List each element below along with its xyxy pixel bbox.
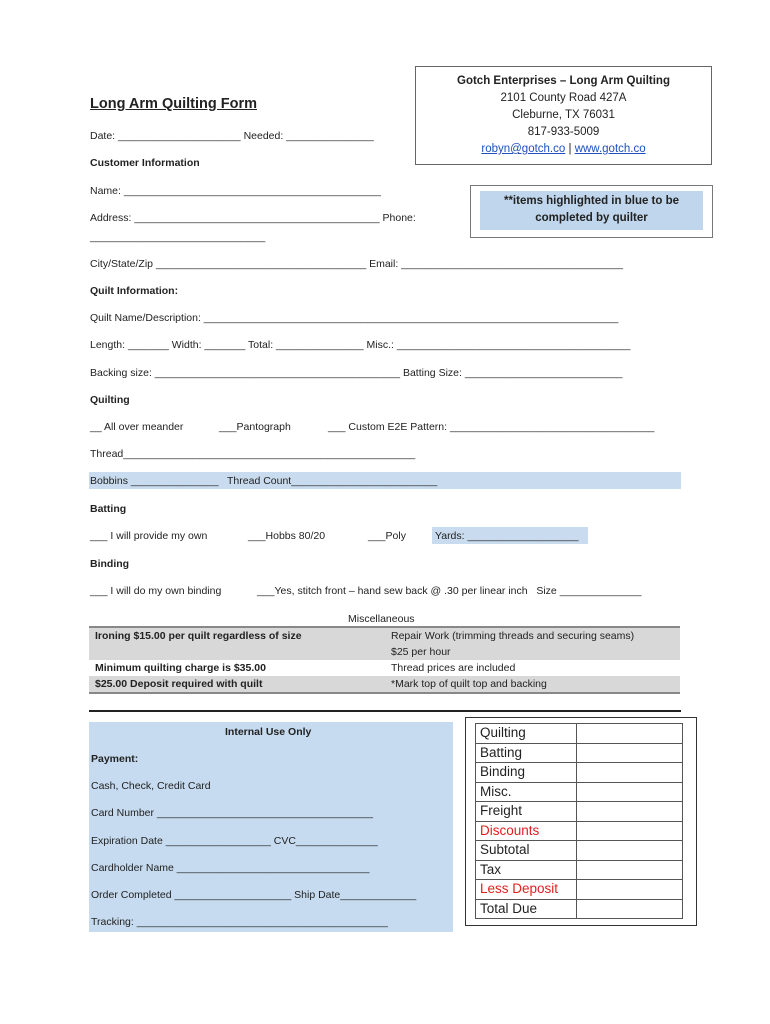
totals-label: Tax	[476, 860, 577, 880]
table-row	[89, 676, 680, 693]
form-title: Long Arm Quilting Form	[90, 96, 257, 112]
quilting-option-pantograph[interactable]: ___Pantograph	[219, 421, 291, 433]
name-field[interactable]: Name: ____________________________________________	[90, 185, 381, 197]
thread-field[interactable]: Thread__________________________________________________	[90, 448, 416, 460]
totals-value-cell[interactable]	[577, 782, 683, 802]
misc-cell: *Mark top of quilt top and backing	[385, 676, 680, 693]
table-row	[89, 627, 680, 644]
binding-heading: Binding	[90, 558, 130, 570]
batting-option-own[interactable]: ___ I will provide my own	[90, 530, 208, 542]
totals-row	[476, 841, 683, 861]
totals-value-cell[interactable]	[577, 724, 683, 744]
backing-batting-size-field[interactable]: Backing size: __________________________________________ Batting Size: ___________________________	[90, 367, 623, 379]
quilt-name-field[interactable]: Quilt Name/Description: _______________________________________________________________________	[90, 312, 619, 324]
internal-use-heading: Internal Use Only	[225, 726, 312, 738]
quilting-option-meander[interactable]: __ All over meander	[90, 421, 184, 433]
totals-label: Less Deposit	[476, 880, 577, 900]
totals-row	[476, 782, 683, 802]
company-phone: 817-933-5009	[527, 126, 600, 138]
bobbins-thread-count-field[interactable]: Bobbins _______________ Thread Count_________________________	[90, 475, 438, 487]
totals-value-cell[interactable]	[577, 860, 683, 880]
totals-row	[476, 821, 683, 841]
quilter-note: **items highlighted in blue to be completed by quilter	[480, 191, 703, 230]
address-phone-field[interactable]: Address: __________________________________________ Phone:	[90, 212, 416, 224]
totals-value-cell[interactable]	[577, 821, 683, 841]
card-number-field[interactable]: Card Number _____________________________________	[91, 807, 374, 819]
email-link[interactable]: robyn@gotch.co	[481, 143, 566, 155]
totals-value-cell[interactable]	[577, 743, 683, 763]
company-address-line2: Cleburne, TX 76031	[512, 109, 615, 121]
totals-label: Binding	[476, 763, 577, 783]
company-address-line1: 2101 County Road 427A	[500, 92, 627, 104]
table-row	[89, 660, 680, 676]
totals-row	[476, 763, 683, 783]
misc-cell: Minimum quilting charge is $35.00	[95, 662, 266, 674]
misc-table	[89, 626, 680, 694]
totals-row	[476, 724, 683, 744]
customer-info-heading: Customer Information	[90, 157, 200, 169]
company-name: Gotch Enterprises – Long Arm Quilting	[457, 75, 670, 87]
totals-box	[465, 717, 697, 926]
binding-option-own[interactable]: ___ I will do my own binding	[90, 585, 222, 597]
totals-row	[476, 860, 683, 880]
binding-option-stitch[interactable]: ___Yes, stitch front – hand sew back @ .30 per linear inch Size ______________	[257, 585, 642, 597]
totals-value-cell[interactable]	[577, 802, 683, 822]
section-divider	[89, 710, 681, 712]
totals-row	[476, 743, 683, 763]
misc-cell: $25.00 Deposit required with quilt	[89, 676, 385, 693]
totals-label: Subtotal	[476, 841, 577, 861]
totals-label: Total Due	[476, 899, 577, 919]
totals-row	[476, 880, 683, 900]
totals-label: Discounts	[476, 821, 577, 841]
cardholder-name-field[interactable]: Cardholder Name _________________________________	[91, 862, 370, 874]
internal-use-panel	[89, 722, 453, 932]
link-separator: |	[568, 143, 572, 155]
totals-value-cell[interactable]	[577, 841, 683, 861]
expiration-cvc-field[interactable]: Expiration Date __________________ CVC______________	[91, 835, 378, 847]
totals-label: Freight	[476, 802, 577, 822]
batting-option-poly[interactable]: ___Poly	[368, 530, 406, 542]
totals-row	[476, 802, 683, 822]
totals-table	[475, 723, 683, 919]
quilter-note-box	[470, 185, 713, 238]
website-link[interactable]: www.gotch.co	[574, 143, 646, 155]
totals-label: Quilting	[476, 724, 577, 744]
quilt-info-heading: Quilt Information:	[90, 285, 179, 297]
tracking-field[interactable]: Tracking: ___________________________________________	[91, 916, 388, 928]
misc-cell: $25 per hour	[385, 644, 680, 660]
misc-cell	[89, 644, 385, 660]
date-needed-field[interactable]: Date: _____________________ Needed: _______________	[90, 130, 374, 142]
misc-heading: Miscellaneous	[348, 613, 415, 625]
quilting-option-custom[interactable]: ___ Custom E2E Pattern: ___________________________________	[328, 421, 655, 433]
batting-option-hobbs[interactable]: ___Hobbs 80/20	[248, 530, 326, 542]
misc-cell: Thread prices are included	[391, 662, 516, 674]
phone-field-continuation[interactable]: ______________________________	[90, 231, 266, 243]
dimensions-field[interactable]: Length: _______ Width: _______ Total: _______________ Misc.: ________________________________________	[90, 339, 631, 351]
table-row	[89, 644, 680, 660]
quilting-heading: Quilting	[90, 394, 130, 406]
company-links	[416, 141, 711, 158]
misc-cell: Ironing $15.00 per quilt regardless of size	[89, 627, 385, 644]
city-email-field[interactable]: City/State/Zip ____________________________________ Email: ______________________________________	[90, 258, 624, 270]
company-contact-box	[415, 66, 712, 165]
payment-heading: Payment:	[91, 753, 139, 765]
totals-label: Misc.	[476, 782, 577, 802]
totals-value-cell[interactable]	[577, 880, 683, 900]
payment-methods: Cash, Check, Credit Card	[91, 780, 211, 792]
batting-heading: Batting	[90, 503, 127, 515]
order-ship-date-field[interactable]: Order Completed ____________________ Ship Date_____________	[91, 889, 417, 901]
totals-label: Batting	[476, 743, 577, 763]
totals-value-cell[interactable]	[577, 899, 683, 919]
totals-row	[476, 899, 683, 919]
misc-cell: Repair Work (trimming threads and securing seams)	[385, 627, 680, 644]
yards-field[interactable]: Yards: ___________________	[435, 530, 579, 542]
totals-value-cell[interactable]	[577, 763, 683, 783]
